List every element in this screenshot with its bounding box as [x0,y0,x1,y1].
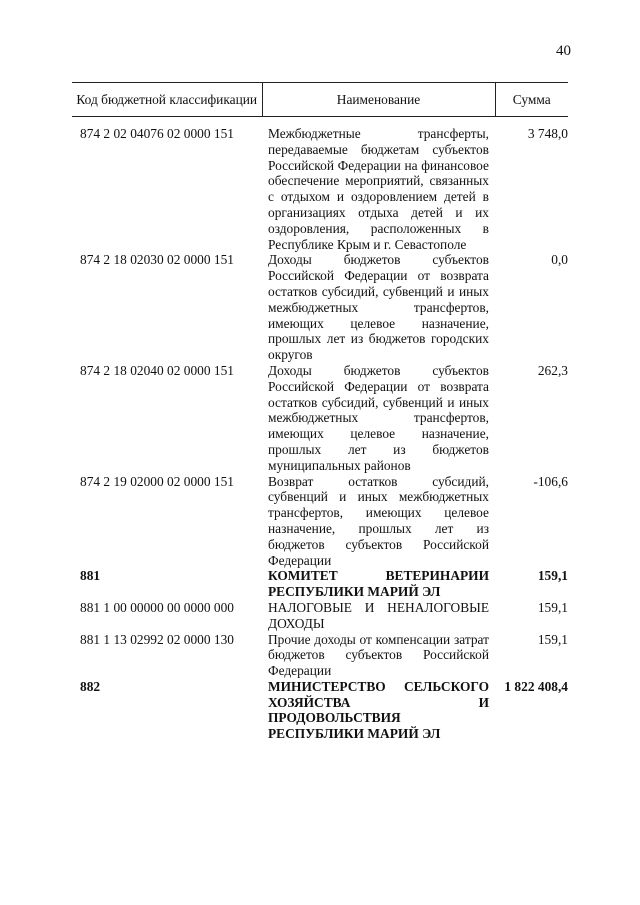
table-row [72,117,568,253]
budget-code: 882 [80,678,101,694]
budget-code: 874 2 18 02040 02 0000 151 [80,362,234,378]
budget-code: 881 1 00 00000 00 0000 000 [80,599,234,615]
table-body [72,117,568,743]
table-row [72,252,568,363]
item-sum: 262,3 [537,362,568,378]
item-name: Возврат остатков субсидий, субвенций и иных межбюджетных трансфертов, имеющих целевое назначение, прошлых лет из бюджетов субъектов Российской Федерации [268,473,489,568]
item-sum: 159,1 [537,599,568,615]
item-sum: 0,0 [551,252,568,268]
item-name: Прочие доходы от компенсации затрат бюджетов субъектов Российской Федерации [268,631,489,679]
table-row [72,600,568,632]
budget-code: 874 2 18 02030 02 0000 151 [80,252,234,268]
budget-code: 874 2 02 04076 02 0000 151 [80,126,234,141]
item-sum: 3 748,0 [527,126,568,141]
item-name: Доходы бюджетов субъектов Российской Федерации от возврата остатков субсидий, субвенций и иных межбюджетных трансфертов, имеющих целевое назначение, прошлых лет из бюджетов городских округов [268,252,489,363]
item-sum: -106,6 [533,473,568,489]
budget-code: 881 [80,568,101,584]
budget-code: 874 2 19 02000 02 0000 151 [80,473,234,489]
table-row [72,474,568,569]
item-sum: 1 822 408,4 [504,678,568,694]
header-code: Код бюджетной классификации [72,83,262,117]
page-number: 40 [556,43,571,59]
header-sum: Сумма [495,83,568,117]
table-row [72,679,568,742]
table-row [72,632,568,679]
budget-code: 881 1 13 02992 02 0000 130 [80,631,234,647]
item-name: КОМИТЕТ ВЕТЕРИНАРИИ РЕСПУБЛИКИ МАРИЙ ЭЛ [268,568,489,600]
table-row [72,568,568,600]
item-name: НАЛОГОВЫЕ И НЕНАЛОГОВЫЕ ДОХОДЫ [268,599,489,631]
item-sum: 159,1 [537,631,568,647]
table-header [72,83,568,117]
item-name: Межбюджетные трансферты, передаваемые бюджетам субъектов Российской Федерации на финансовое обеспечение мероприятий, связанных с отдыхом и оздоровлением детей в организациях отдыха детей и их оздоровления, расположенных в Республике Крым и г. Севастополе [268,126,489,252]
item-name: Доходы бюджетов субъектов Российской Федерации от возврата остатков субсидий, субвенций и иных межбюджетных трансфертов, имеющих целевое назначение, прошлых лет из бюджетов муниципальных районов [268,362,489,473]
budget-table [72,82,568,742]
item-name: МИНИСТЕРСТВО СЕЛЬСКОГО ХОЗЯЙСТВА И ПРОДОВОЛЬСТВИЯ РЕСПУБЛИКИ МАРИЙ ЭЛ [268,678,489,742]
table-row [72,363,568,474]
header-name: Наименование [262,83,495,117]
item-sum: 159,1 [537,568,568,584]
